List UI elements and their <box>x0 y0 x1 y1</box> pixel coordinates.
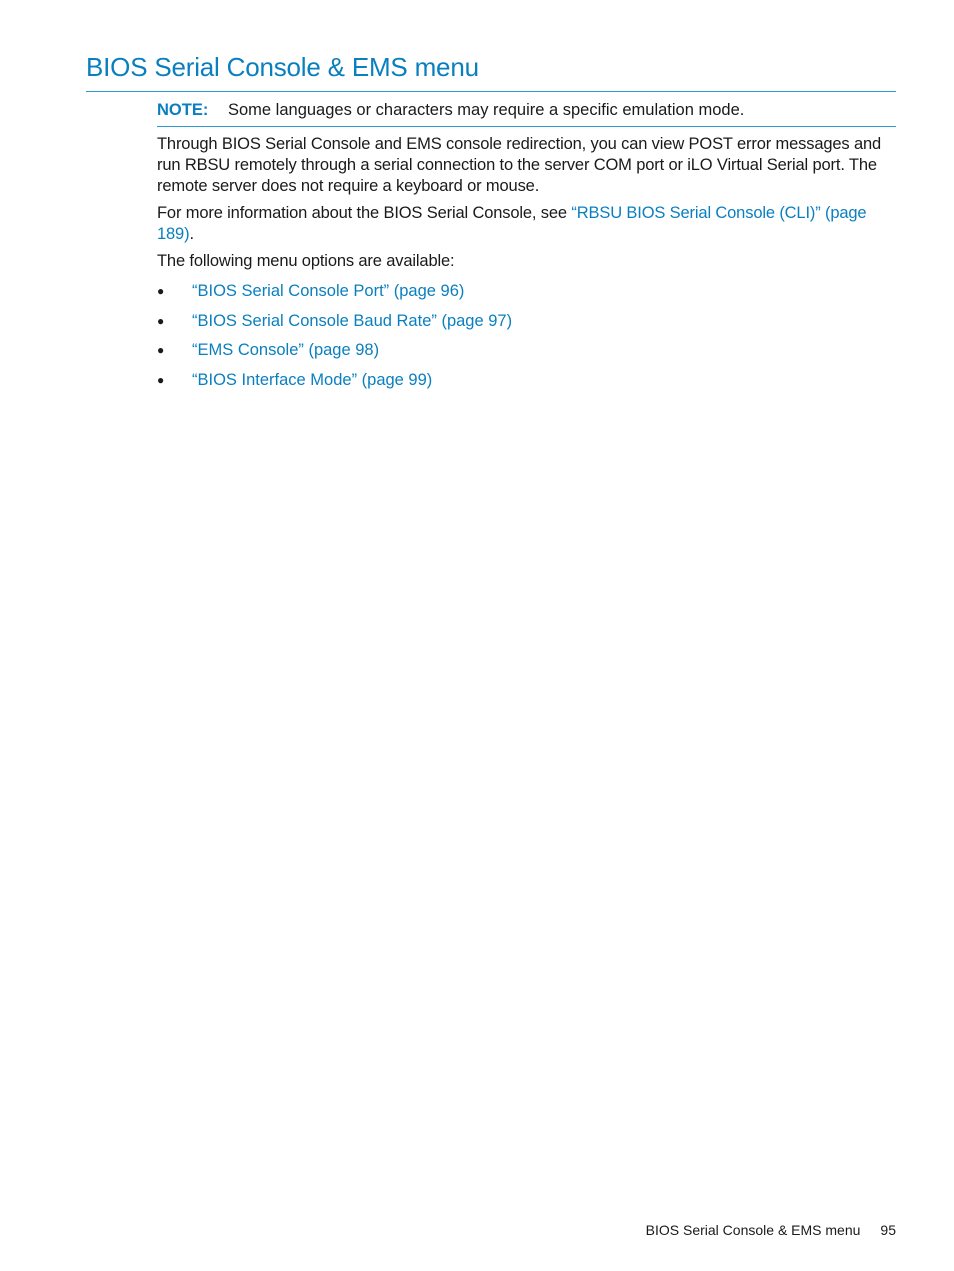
more-info-suffix: . <box>189 225 194 243</box>
note-divider <box>157 126 896 127</box>
note-label: NOTE: <box>157 101 209 119</box>
footer-section-title: BIOS Serial Console & EMS menu <box>645 1222 861 1238</box>
page-title: BIOS Serial Console & EMS menu <box>86 52 479 82</box>
more-info-paragraph <box>157 203 897 245</box>
bullet-icon: ● <box>157 284 165 298</box>
ems-console-link[interactable]: “EMS Console” (page 98) <box>192 341 380 359</box>
note-text: Some languages or characters may require a specific emulation mode. <box>228 101 745 119</box>
bullet-icon: ● <box>157 372 165 387</box>
page-footer <box>646 1222 896 1238</box>
bios-interface-mode-link[interactable]: “BIOS Interface Mode” (page 99) <box>192 370 433 389</box>
rbsu-cli-link[interactable]: “RBSU BIOS Serial Console (CLI)” (page 189) <box>157 204 867 243</box>
more-info-prefix: For more information about the BIOS Serial Console, see <box>157 204 572 222</box>
bullet-icon: ● <box>157 343 165 357</box>
serial-console-port-link[interactable]: “BIOS Serial Console Port” (page 96) <box>192 282 465 300</box>
footer-page-number: 95 <box>880 1222 896 1238</box>
bullet-icon: ● <box>157 313 165 328</box>
serial-console-baud-rate-link[interactable]: “BIOS Serial Console Baud Rate” (page 97) <box>192 311 513 330</box>
options-lead: The following menu options are available: <box>157 252 455 270</box>
intro-paragraph: Through BIOS Serial Console and EMS console redirection, you can view POST error messages and run RBSU remotely through a serial connection to the server COM port or iLO Virtual Serial port. The remote server does not require a keyboard or mouse. <box>157 135 882 195</box>
title-divider <box>86 91 896 92</box>
note-box <box>157 99 896 121</box>
